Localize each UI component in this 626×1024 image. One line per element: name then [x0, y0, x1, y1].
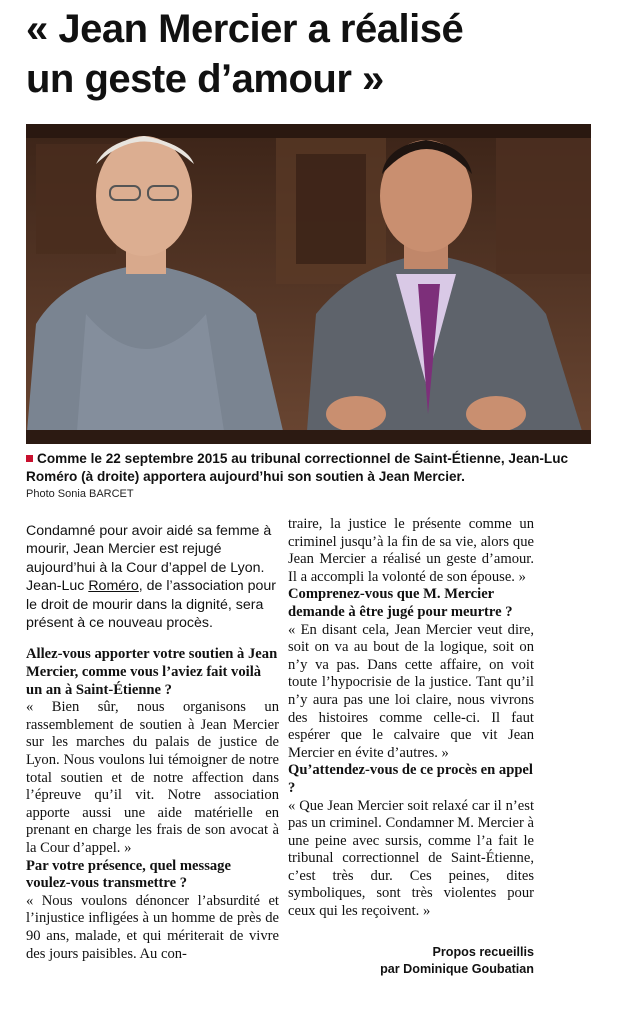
byline [300, 944, 534, 978]
interview-answer-4: « Que Jean Mercier soit relaxé car il n’est pas un criminel. Condamner M. Mercier à une peine avec sursis, comme l’a fait le tribunal correctionnel de Saint-Étienne, c’est très dur. Ces peines, dites symboliques, sont très violentes pour ceux qui les reçoivent. » [288, 797, 534, 920]
interview-answer-1: « Bien sûr, nous organisons un rassemblement de soutien à Jean Mercier sur les marches du palais de justice de Lyon. Nous voulons lui témoigner de notre total soutien et de notre affection dans l’épreuve qu’il vit. Notre association apporte aussi une aide matérielle en prenant en charge les frais de son avocat à la Cour d’appel. » [26, 699, 279, 856]
headline-line-2: un geste d’amour » [26, 57, 384, 101]
photo-caption [26, 450, 598, 486]
lead-text-start: Condamné pour avoir aidé sa femme à mourir, Jean Mercier est rejugé aujourd’hui à la Cour d’appel de Lyon. Jean-Luc [26, 523, 272, 595]
lead-text-end: , de l’association pour le droit de mourir dans la dignité, sera présent à ce nouveau procès. [26, 578, 277, 632]
interview-question-1: Allez-vous apporter votre soutien à Jean Mercier, comme vous l’aviez fait voilà un an à Saint-Étienne ? [26, 646, 278, 698]
interview-answer-2: « Nous voulons dénoncer l’absurdité et l’injustice infligées à un homme de près de 90 ans, malade, et qui mériterait de vivre des jours paisibles. Au con- [26, 892, 279, 962]
interview-answer-2-continued: traire, la justice le présente comme un criminel jusqu’à la fin de sa vie, alors que Jean Mercier a réalisé un geste d’amour. Il a accompli la volonté de son épouse. » [288, 516, 534, 585]
caption-bullet-icon [26, 455, 33, 462]
byline-line-2: par Dominique Goubatian [380, 962, 534, 976]
interview-question-3: Comprenez-vous que M. Mercier demande à être jugé pour meurtre ? [288, 586, 513, 620]
photo-illustration [26, 124, 591, 444]
byline-line-1: Propos recueillis [432, 945, 534, 959]
column-right [288, 516, 534, 921]
photo-credit: Photo Sonia BARCET [26, 488, 134, 500]
interview-question-2: Par votre présence, quel message voulez-vous transmettre ? [26, 857, 231, 892]
caption-text: Comme le 22 septembre 2015 au tribunal correctionnel de Saint-Étienne, Jean-Luc Roméro (à droite) apportera aujourd’hui son soutien à Jean Mercier. [26, 451, 569, 484]
article-photo [26, 124, 591, 444]
column-left [26, 522, 279, 963]
article-lead [26, 522, 279, 632]
lead-name-link[interactable]: Roméro [88, 578, 139, 595]
interview-question-4: Qu’attendez-vous de ce procès en appel ? [288, 762, 533, 796]
headline [26, 4, 606, 104]
interview-answer-3: « En disant cela, Jean Mercier veut dire, soit on va au bout de la logique, soit on n’y va pas. Dans cette affaire, on voit toute l’hypocrisie de la justice. Tant qu’il n’y aura pas une loi claire, nous vivrons des histoires comme celle-ci. Il faut espérer que le calvaire que vit Jean Mercier en évite d’autres. » [288, 621, 534, 761]
headline-line-1: « Jean Mercier a réalisé [26, 7, 464, 51]
